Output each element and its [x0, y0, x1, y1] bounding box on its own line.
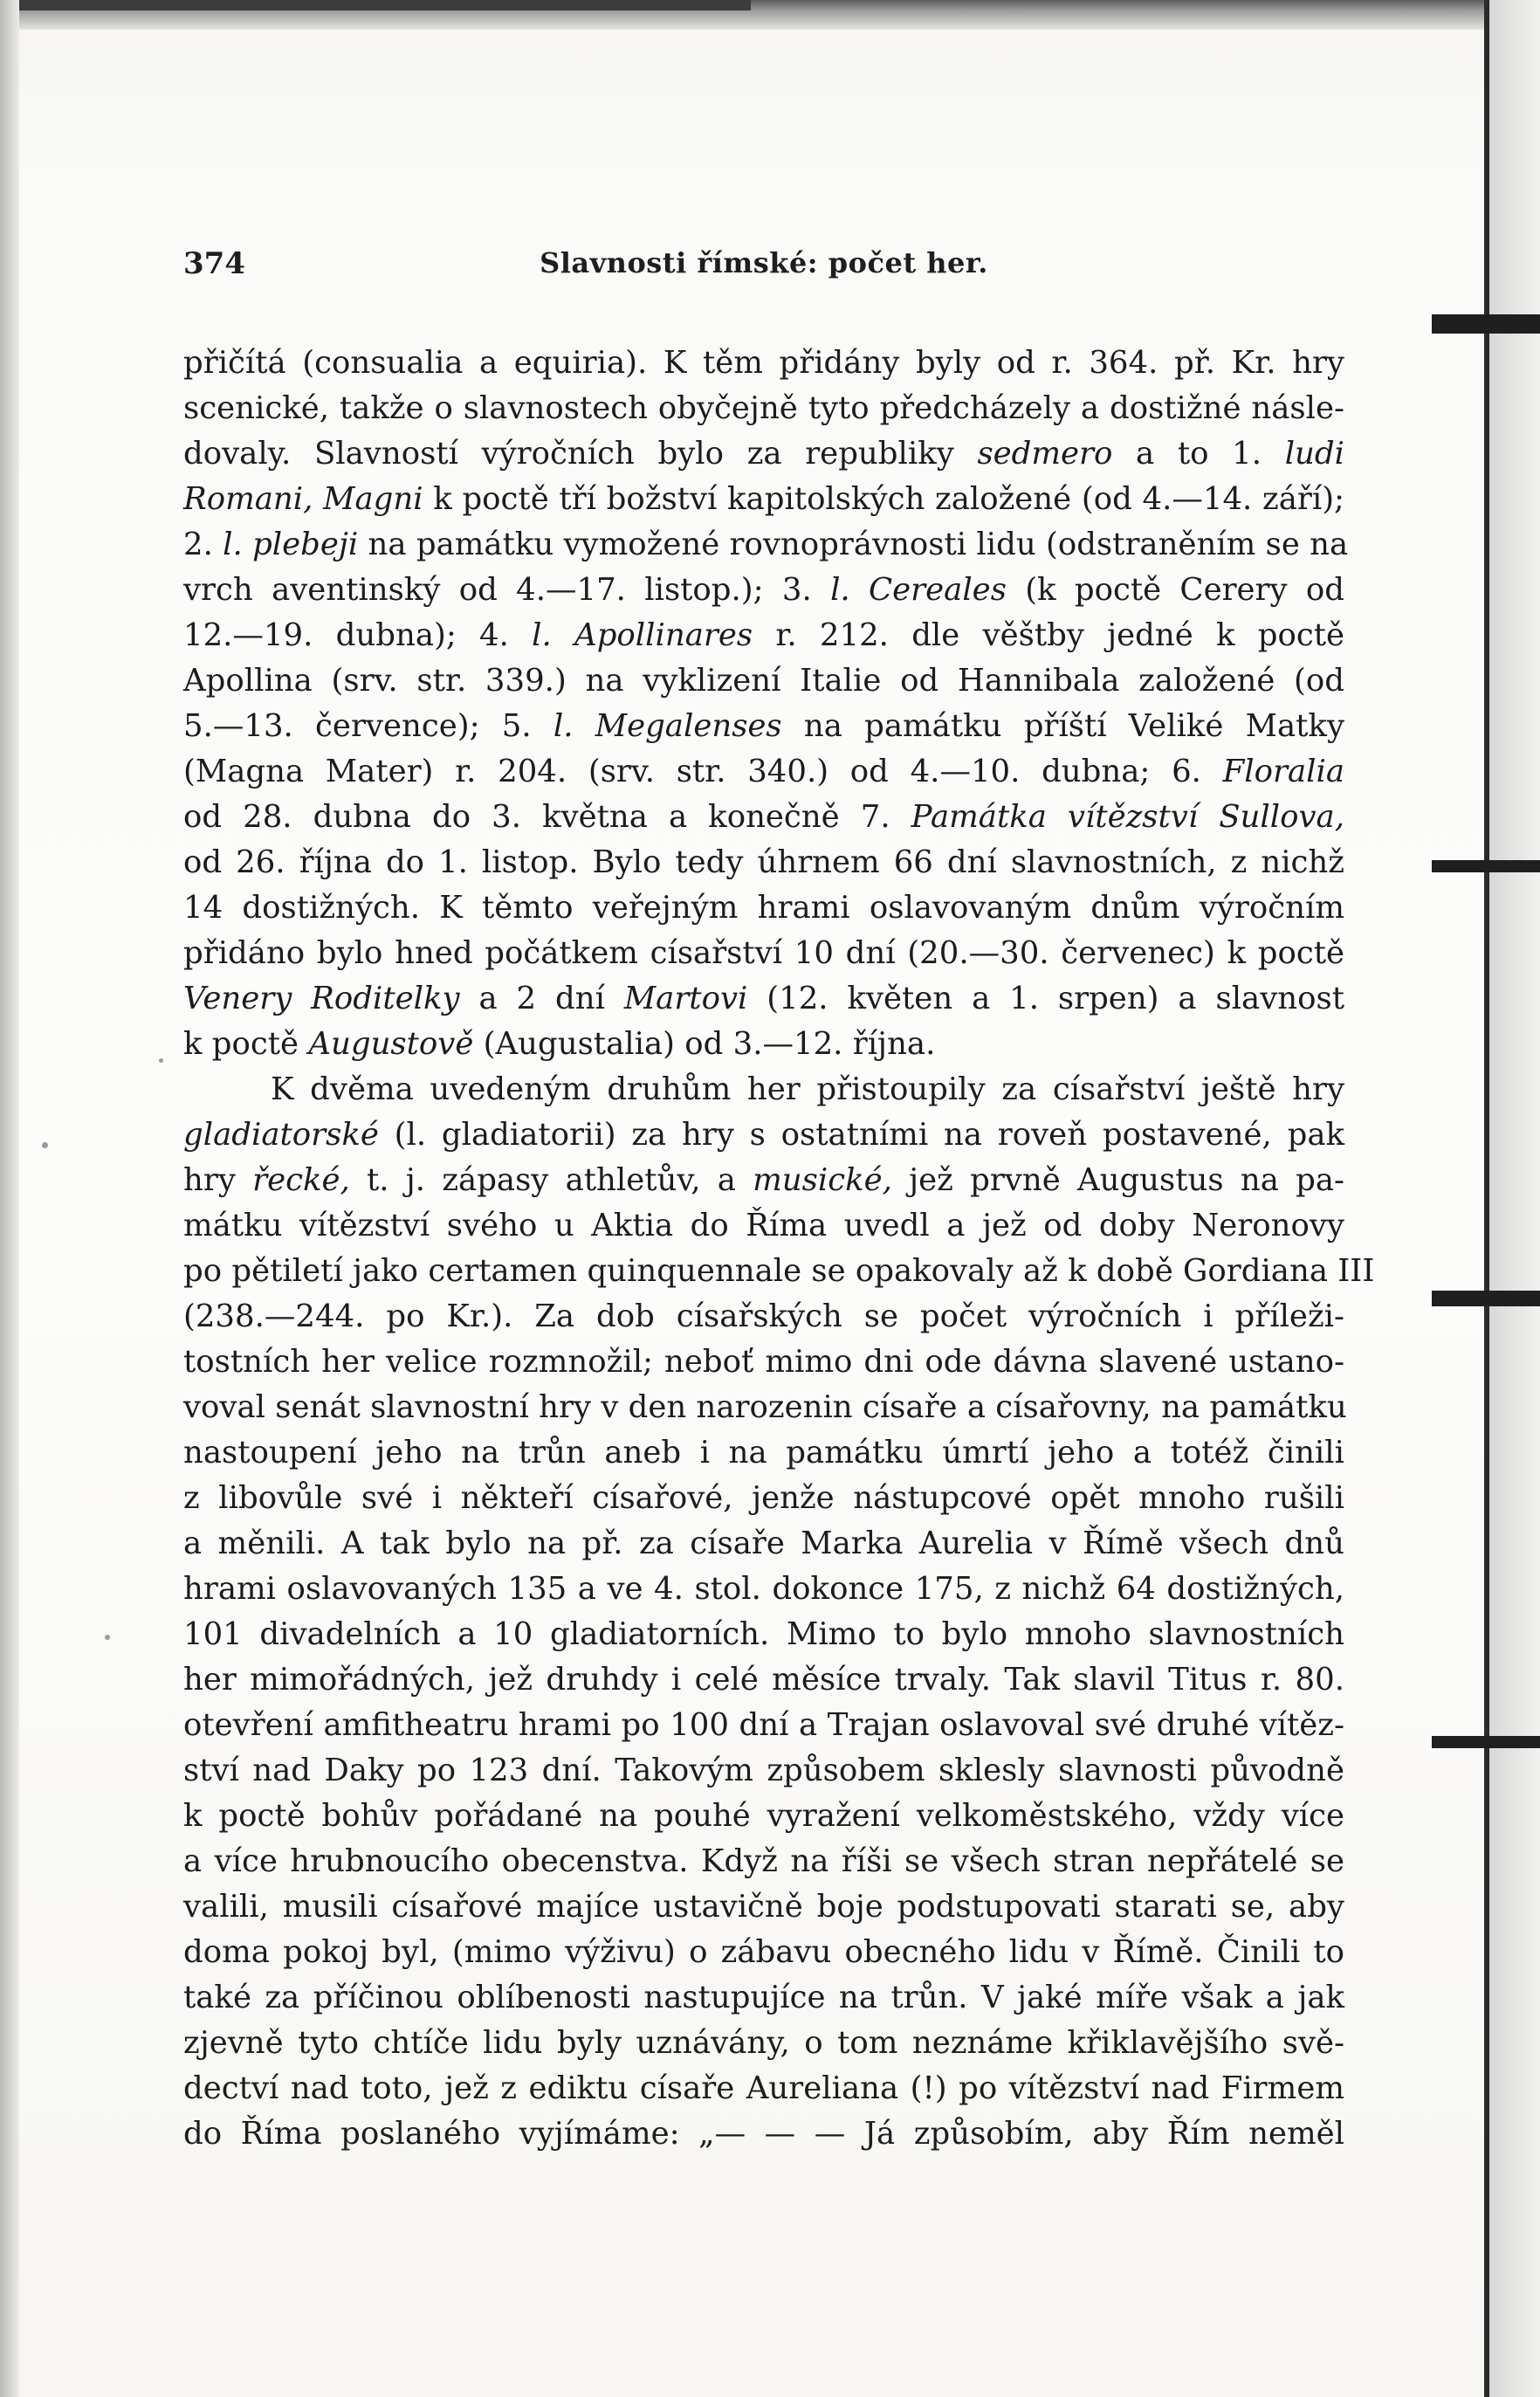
italic-term: Augustově — [308, 1026, 474, 1062]
text-line — [183, 1884, 1344, 1930]
text-line — [183, 1567, 1344, 1612]
text-line — [183, 1657, 1344, 1703]
text-line — [183, 1112, 1344, 1158]
scan-speck — [105, 1635, 110, 1640]
edge-mark — [1432, 860, 1540, 872]
italic-term: Památka vítězství Sullova, — [911, 799, 1345, 835]
italic-term: l. Apollinares — [532, 617, 753, 653]
text-line — [183, 1294, 1344, 1340]
text-run: po pětiletí jako certamen quinquennale se opakovaly až k době Gordiana III — [183, 1253, 1375, 1289]
text-run: hrami oslavovaných 135 a ve 4. stol. dokonce 175, z nichž 64 dostižných, — [183, 1571, 1344, 1607]
edge-mark — [1432, 314, 1540, 334]
scan-top-shadow — [0, 0, 751, 10]
italic-term: řecké, — [252, 1162, 350, 1198]
text-run: dovaly. Slavností výročních bylo za republiky — [183, 436, 978, 472]
text-run: her mimořádných, jež druhdy i celé měsíce trvaly. Tak slavil Titus r. 80. — [183, 1662, 1344, 1698]
text-line — [183, 1748, 1344, 1794]
text-run: t. j. zápasy athletův, a — [349, 1162, 753, 1198]
edge-mark — [1432, 1736, 1540, 1748]
text-line — [183, 568, 1344, 613]
scan-speck — [42, 1142, 48, 1148]
text-line — [183, 1612, 1344, 1657]
italic-term: Martovi — [623, 981, 748, 1016]
text-line — [183, 1340, 1344, 1385]
italic-term: Venery Roditelky — [183, 981, 460, 1016]
text-run: K dvěma uvedeným druhům her přistoupily za císařství ještě hry — [271, 1071, 1344, 1107]
italic-term: sedmero — [977, 436, 1113, 472]
text-run: (Magna Mater) r. 204. (srv. str. 340.) od 4.—10. dubna; 6. — [183, 754, 1223, 789]
page-header — [183, 243, 1344, 286]
text-run: r. 212. dle věštby jedné k poctě — [753, 617, 1344, 653]
text-line — [183, 1430, 1344, 1476]
text-run: hry — [183, 1162, 253, 1198]
text-run: dectví nad toto, jež z ediktu císaře Aureliana (!) po vítězství nad Firmem — [183, 2070, 1344, 2106]
text-line — [183, 1930, 1344, 1975]
text-run: (k poctě Cerery od — [1006, 572, 1344, 608]
text-run: 5.—13. července); 5. — [183, 708, 553, 744]
text-run: valili, musili císařové majíce ustavičně boje podstupovati starati se, aby — [183, 1889, 1344, 1925]
text-line — [183, 1703, 1344, 1748]
italic-term: Romani, Magni — [183, 481, 423, 517]
scan-left-edge — [0, 0, 19, 2397]
text-run: otevření amfitheatru hrami po 100 dní a Trajan oslavoval své druhé vítěz- — [183, 1707, 1344, 1743]
text-line — [183, 2066, 1344, 2111]
text-run: přidáno bylo hned počátkem císařství 10 dní (20.—30. červenec) k poctě — [183, 935, 1344, 971]
text-run: od 28. dubna do 3. května a konečně 7. — [183, 799, 911, 835]
text-line — [183, 658, 1344, 704]
text-run: vrch aventinský od 4.—17. listop.); 3. — [183, 572, 831, 608]
text-run: k poctě bohův pořádané na pouhé vyražení velkoměstského, vždy více — [183, 1798, 1344, 1834]
text-run: do Říma poslaného vyjímáme: „— — — Já způsobím, aby Řím neměl — [183, 2116, 1344, 2152]
body-text — [183, 341, 1375, 2157]
italic-term: l. plebeji — [223, 527, 359, 562]
text-line — [183, 931, 1344, 976]
text-line — [183, 1067, 1344, 1112]
book-page — [183, 243, 1375, 2157]
text-run: nastoupení jeho na trůn aneb i na památku úmrtí jeho a totéž činili — [183, 1435, 1344, 1471]
text-run: tostních her velice rozmnožil; neboť mimo dni ode dávna slavené ustano- — [183, 1344, 1344, 1380]
text-run: (l. gladiatorii) za hry s ostatními na roveň postavené, pak — [378, 1117, 1344, 1153]
scan-speck — [159, 1058, 163, 1063]
text-run: 14 dostižných. K těmto veřejným hrami oslavovaným dnům výročním — [183, 890, 1344, 926]
italic-term: l. Megalenses — [553, 708, 782, 744]
text-run: a více hrubnoucího obecenstva. Když na říši se všech stran nepřátelé se — [183, 1843, 1344, 1879]
text-run: a měnili. A tak bylo na př. za císaře Marka Aurelia v Římě všech dnů — [183, 1526, 1344, 1561]
text-run: mátku vítězství svého u Aktia do Říma uvedl a jež od doby Neronovy — [183, 1208, 1344, 1243]
text-line — [183, 1158, 1344, 1203]
italic-term: gladiatorské — [183, 1117, 379, 1153]
text-run: na památku vymožené rovnoprávnosti lidu (odstraněním se na — [358, 527, 1349, 562]
italic-term: Floralia — [1222, 754, 1344, 789]
text-run: na památku příští Veliké Matky — [781, 708, 1344, 744]
italic-term: musické, — [753, 1162, 892, 1198]
text-line — [183, 341, 1344, 386]
text-line — [183, 1975, 1344, 2021]
text-run: (238.—244. po Kr.). Za dob císařských se počet výročních i příleži- — [183, 1298, 1344, 1334]
page-number: 374 — [183, 246, 245, 281]
text-run: (12. květen a 1. srpen) a slavnost — [747, 981, 1344, 1016]
text-run: z libovůle své i někteří císařové, jenže nástupcové opět mnoho rušili — [183, 1480, 1344, 1516]
text-line — [183, 1385, 1347, 1430]
binding-gutter — [1489, 0, 1540, 2397]
text-run: a to 1. — [1112, 436, 1285, 472]
text-line — [183, 1794, 1344, 1839]
italic-term: l. Cereales — [830, 572, 1007, 608]
text-run: jež prvně Augustus na pa- — [891, 1162, 1344, 1198]
text-run: zjevně tyto chtíče lidu byly uznávány, o tom neznáme křiklavějšího svě- — [183, 2025, 1344, 2061]
text-line — [183, 2021, 1344, 2066]
text-line — [183, 749, 1344, 795]
text-line — [183, 885, 1344, 931]
text-run: a 2 dní — [459, 981, 624, 1016]
text-run: ství nad Daky po 123 dní. Takovým způsobem sklesly slavnosti původně — [183, 1753, 1344, 1788]
text-run: 12.—19. dubna); 4. — [183, 617, 533, 653]
text-run: k poctě — [183, 1026, 309, 1062]
text-line — [183, 1022, 1344, 1067]
text-run: 101 divadelních a 10 gladiatorních. Mimo to bylo mnoho slavnostních — [183, 1616, 1344, 1652]
text-run: voval senát slavnostní hry v den narozenin císaře a císařovny, na památku — [183, 1389, 1347, 1425]
text-line — [183, 522, 1349, 568]
text-line — [183, 1203, 1344, 1249]
text-run: 2. — [183, 527, 223, 562]
text-line — [183, 613, 1344, 658]
edge-mark — [1432, 1291, 1540, 1306]
text-run: také za příčinou oblíbenosti nastupujíce na trůn. V jaké míře však a jak — [183, 1980, 1344, 2015]
text-line — [183, 795, 1344, 840]
text-line — [183, 1476, 1344, 1521]
text-line — [183, 976, 1344, 1022]
text-line — [183, 1249, 1375, 1294]
text-run: k poctě tří božství kapitolských založené (od 4.—14. září); — [423, 481, 1345, 517]
text-line — [183, 2111, 1344, 2157]
text-line — [183, 477, 1344, 522]
text-line — [183, 840, 1344, 885]
text-line — [183, 704, 1344, 749]
text-run: doma pokoj byl, (mimo výživu) o zábavu obecného lidu v Římě. Činili to — [183, 1934, 1344, 1970]
text-line — [183, 386, 1344, 431]
text-run: (Augustalia) od 3.—12. října. — [473, 1026, 936, 1062]
running-title: Slavnosti římské: počet her. — [540, 246, 988, 279]
text-line — [183, 1839, 1344, 1884]
text-run: scenické, takže o slavnostech obyčejně tyto předcházely a dostižné násle- — [183, 390, 1344, 426]
text-run: od 26. října do 1. listop. Bylo tedy úhrnem 66 dní slavnostních, z nichž — [183, 844, 1344, 880]
italic-term: ludi — [1284, 436, 1344, 472]
text-run: přičítá (consualia a equiria). K těm přidány byly od r. 364. př. Kr. hry — [183, 345, 1344, 381]
text-line — [183, 1521, 1344, 1567]
text-run: Apollina (srv. str. 339.) na vyklizení Italie od Hannibala založené (od — [183, 663, 1344, 699]
text-line — [183, 431, 1344, 477]
